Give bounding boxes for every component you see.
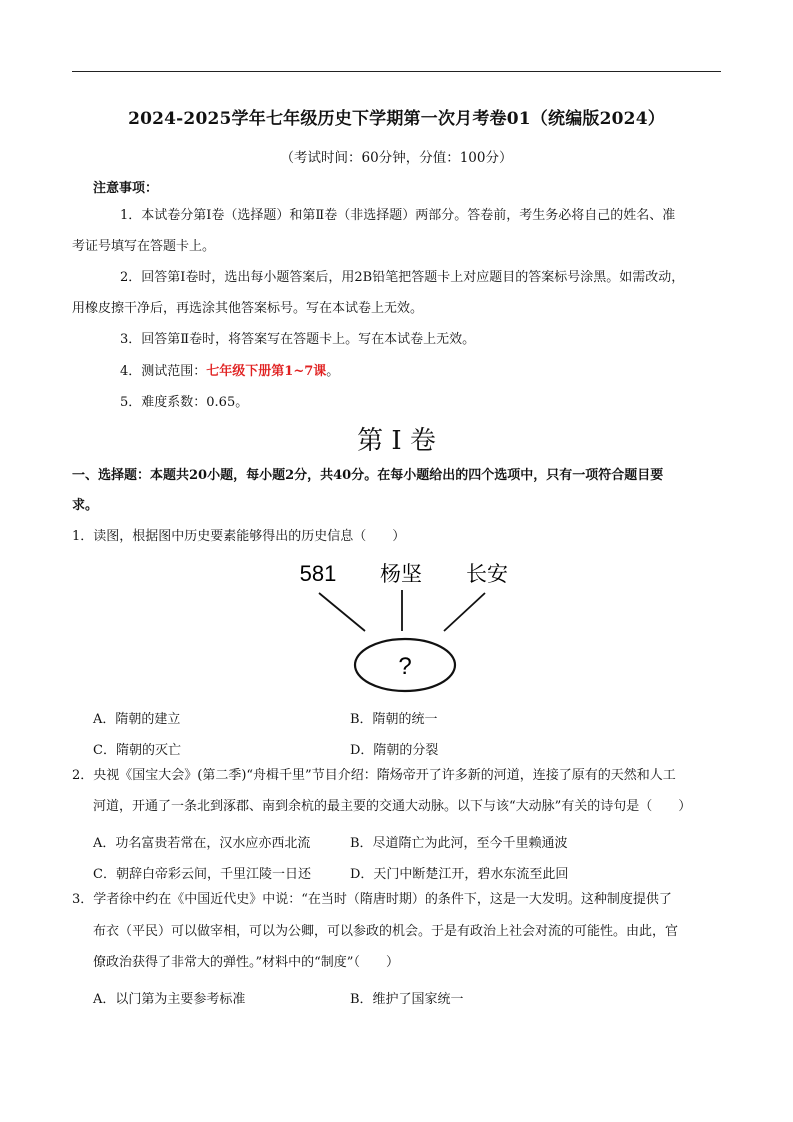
- q1-option-a[interactable]: A．隋朝的建立: [93, 712, 181, 727]
- q2-option-a[interactable]: A．功名富贵若常在，汉水应亦西北流: [93, 836, 311, 851]
- diagram-label-yangjian: 杨坚: [380, 562, 422, 586]
- notice-item-1: 1．本试卷分第Ⅰ卷（选择题）和第Ⅱ卷（非选择题）两部分。答卷前，考生务必将自己的姓名、准: [120, 208, 676, 223]
- notice-item-4-prefix: 4．测试范围：: [120, 364, 207, 379]
- notice-title: 注意事项：: [93, 181, 159, 196]
- q2-stem-cont: 河道，开通了一条北到涿郡、南到余杭的最主要的交通大动脉。以下与该“大动脉”有关的诗句是（ ）: [93, 799, 692, 814]
- test-range: 七年级下册第1~7课: [206, 364, 327, 379]
- diagram-question-mark: ?: [398, 653, 412, 680]
- q2-stem: 2．央视《国宝大会》(第二季)“舟楫千里”节目介绍：隋炀帝开了许多新的河道，连接了原有的天然和人工: [72, 768, 676, 783]
- q2-option-b[interactable]: B．尽道隋亡为此河，至今千里赖通波: [350, 836, 568, 851]
- notice-item-2: 2．回答第Ⅰ卷时，选出每小题答案后，用2B铅笔把答题卡上对应题目的答案标号涂黑。如需改动，: [120, 270, 685, 285]
- q2-option-d[interactable]: D．天门中断楚江开，碧水东流至此回: [350, 867, 569, 882]
- notice-item-2-cont: 用橡皮擦干净后，再选涂其他答案标号。写在本试卷上无效。: [72, 301, 424, 316]
- section-title: 第 I 卷: [357, 426, 436, 456]
- diagram-label-changan: 长安: [466, 562, 508, 586]
- notice-item-3: 3．回答第Ⅱ卷时，将答案写在答题卡上。写在本试卷上无效。: [120, 332, 476, 347]
- section-instructions-cont: 求。: [72, 498, 99, 513]
- q2-option-c[interactable]: C．朝辞白帝彩云间，千里江陵一日还: [93, 867, 311, 882]
- diagram-line-left: [319, 593, 365, 631]
- header-rule: [72, 71, 721, 72]
- q1-option-b[interactable]: B．隋朝的统一: [350, 712, 438, 727]
- q3-stem: 3．学者徐中约在《中国近代史》中说：“在当时（隋唐时期）的条件下，这是一大发明。这种制度提供了: [72, 892, 672, 907]
- q1-stem: 1．读图，根据图中历史要素能够得出的历史信息（ ）: [72, 529, 406, 544]
- notice-item-4: [120, 357, 339, 387]
- notice-item-1-cont: 考证号填写在答题卡上。: [72, 239, 216, 254]
- q3-option-b[interactable]: B．维护了国家统一: [350, 992, 464, 1007]
- q3-stem-cont-1: 布衣（平民）可以做宰相，可以为公卿，可以参政的机会。于是有政治上社会对流的可能性。由此，官: [93, 924, 679, 939]
- page-title: 2024-2025学年七年级历史下学期第一次月考卷01（统编版2024）: [128, 109, 665, 129]
- q1-diagram: [280, 553, 540, 703]
- diagram-label-581: 581: [299, 561, 337, 586]
- q1-option-d[interactable]: D．隋朝的分裂: [350, 743, 439, 758]
- notice-item-4-suffix: 。: [326, 364, 340, 379]
- q1-option-c[interactable]: C．隋朝的灭亡: [93, 743, 181, 758]
- diagram-line-right: [444, 593, 485, 631]
- q3-stem-cont-2: 僚政治获得了非常大的弹性。”材料中的“制度”（ ）: [93, 955, 399, 970]
- exam-info: （考试时间：60分钟，分值：100分）: [280, 150, 513, 166]
- q3-option-a[interactable]: A．以门第为主要参考标准: [93, 992, 246, 1007]
- section-instructions: 一、选择题：本题共20小题，每小题2分，共40分。在每小题给出的四个选项中，只有一项符合题目要: [72, 468, 664, 483]
- notice-item-5: 5．难度系数：0.65。: [120, 395, 249, 410]
